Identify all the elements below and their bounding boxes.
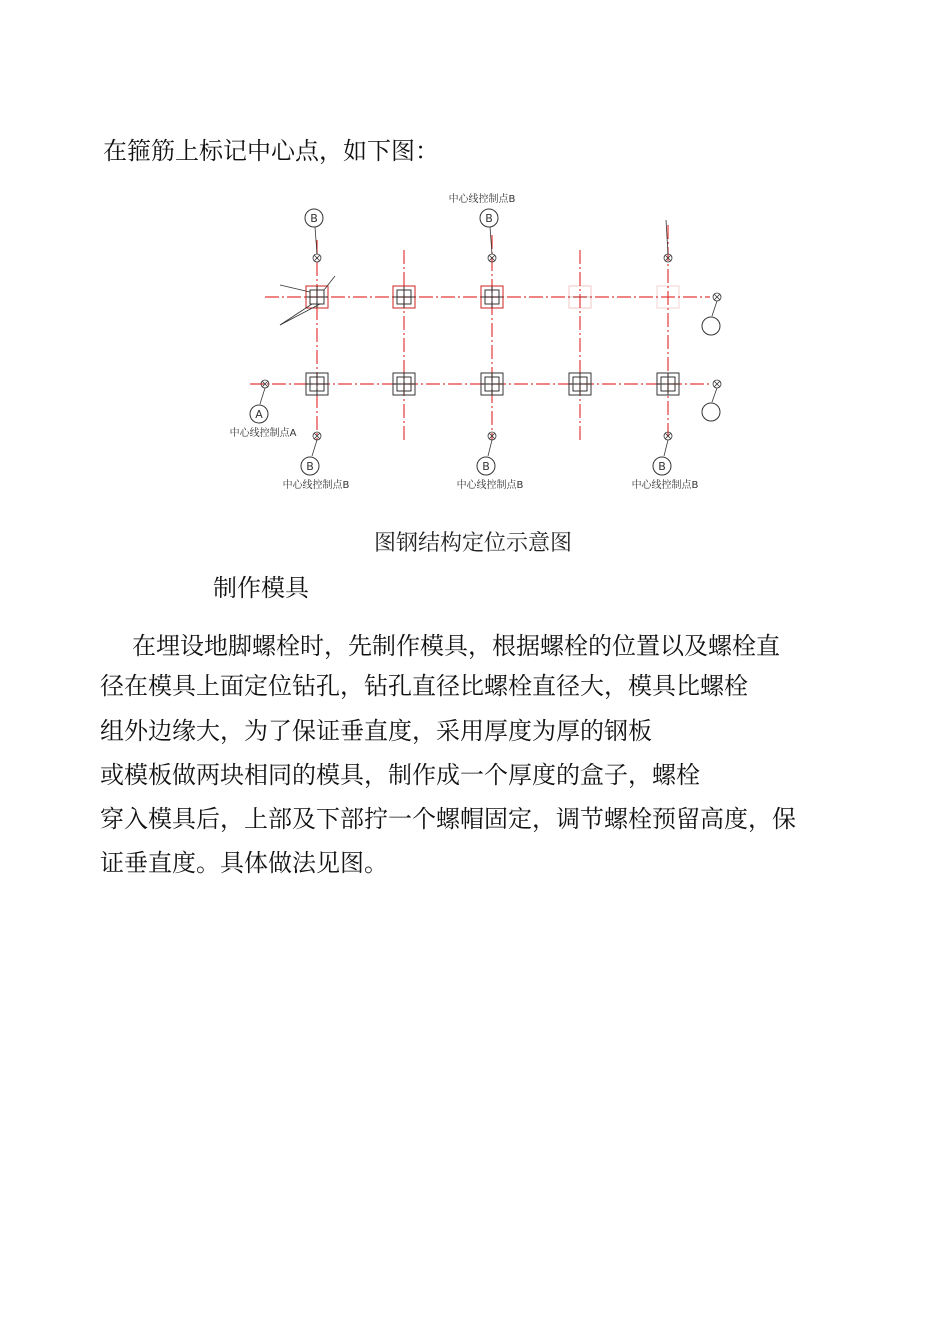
paragraph-line: 穿入模具后，上部及下部拧一个螺帽固定，调节螺栓预留高度，保 [100, 805, 796, 833]
label-center-b-mid: 中心线控制点B [456, 480, 524, 491]
paragraph-line: 组外边缘大，为了保证垂直度，采用厚度为厚的钢板 [100, 717, 652, 745]
bolt-group [481, 373, 503, 395]
figure-caption: 图钢结构定位示意图 [374, 531, 573, 556]
grid-lines [250, 225, 710, 440]
bolt-group [569, 373, 591, 395]
bolt-group [481, 286, 503, 308]
label-center-a: 中心线控制点A [229, 428, 297, 439]
paragraph-line: 或模板做两块相同的模具，制作成一个厚度的盒子，螺栓 [100, 761, 700, 789]
paragraph-line: 径在模具上面定位钻孔，钻孔直径比螺栓直径大，模具比螺栓 [100, 672, 748, 700]
axis-b-top-left: B [310, 212, 318, 225]
bolt-group [657, 373, 679, 395]
paragraph-line: 证垂直度。具体做法见图。 [100, 849, 388, 877]
steel-structure-positioning-diagram [220, 180, 740, 500]
axis-b-bottom-mid: B [482, 460, 490, 473]
bolt-group [393, 373, 415, 395]
label-center-b-left: 中心线控制点B [282, 480, 350, 491]
axis-b-bottom-left: B [306, 460, 314, 473]
axis-b-top-mid: B [485, 212, 493, 225]
label-center-b-right: 中心线控制点B [631, 480, 699, 491]
bolt-group [306, 373, 328, 395]
axis-b-bottom-right: B [658, 460, 666, 473]
axis-a-left: A [255, 408, 263, 421]
intro-line: 在箍筋上标记中心点，如下图： [103, 137, 439, 165]
paragraph-line: 在埋设地脚螺栓时，先制作模具，根据螺栓的位置以及螺栓直 [132, 632, 780, 660]
bolt-group [393, 286, 415, 308]
label-center-b-top: 中心线控制点B [448, 194, 516, 205]
section-heading: 制作模具 [213, 574, 309, 602]
